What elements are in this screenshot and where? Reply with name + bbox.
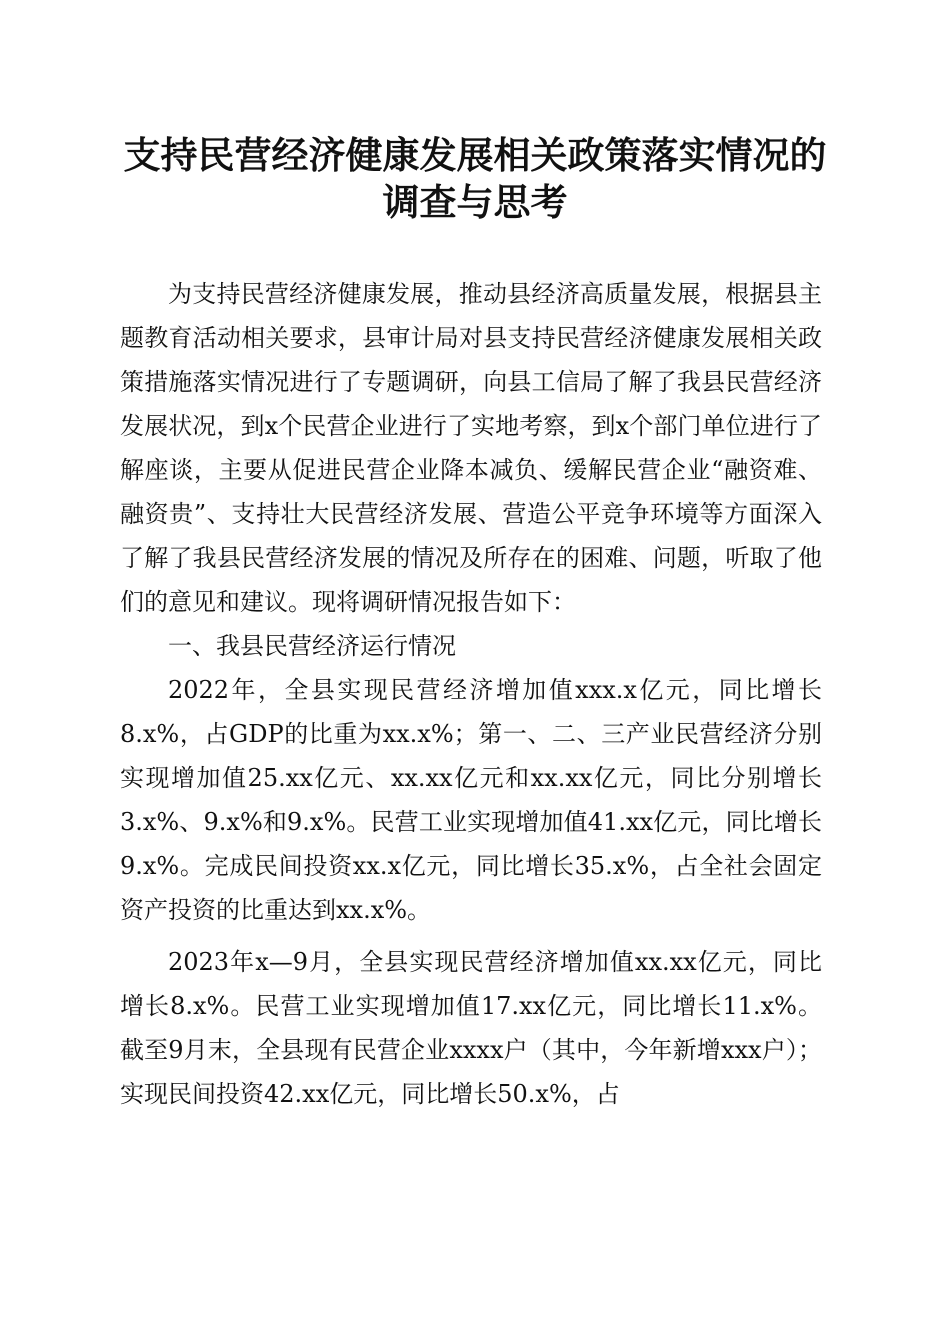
document-body xyxy=(120,272,822,1116)
section-paragraph-2022: 2022年，全县实现民营经济增加值xxx.x亿元，同比增长8.x%，占GDP的比重为xx.x%；第一、二、三产业民营经济分别实现增加值25.xx亿元、xx.xx亿元和xx.xx亿元，同比分别增长3.x%、9.x%和9.x%。民营工业实现增加值41.xx亿元，同比增长9.x%。完成民间投资xx.x亿元，同比增长35.x%，占全社会固定资产投资的比重达到xx.x%。 xyxy=(120,676,822,924)
section-paragraph-2023: 2023年x—9月，全县实现民营经济增加值xx.xx亿元，同比增长8.x%。民营工业实现增加值17.xx亿元，同比增长11.x%。截至9月末，全县现有民营企业xxxx户（其中，今年新增xxx户）；实现民间投资42.xx亿元，同比增长50.x%，占 xyxy=(120,948,822,1108)
section-heading: 一、我县民营经济运行情况 xyxy=(168,632,456,660)
document-title: 支持民营经济健康发展相关政策落实情况的调查与思考 xyxy=(123,133,827,224)
intro-paragraph: 为支持民营经济健康发展，推动县经济高质量发展，根据县主题教育活动相关要求，县审计局对县支持民营经济健康发展相关政策措施落实情况进行了专题调研，向县工信局了解了我县民营经济发展状况，到x个民营企业进行了实地考察，到x个部门单位进行了解座谈，主要从促进民营企业降本减负、缓解民营企业“融资难、融资贵”、支持壮大民营经济发展、营造公平竞争环境等方面深入了解了我县民营经济发展的情况及所存在的困难、问题，听取了他们的意见和建议。现将调研情况报告如下： xyxy=(120,280,822,616)
